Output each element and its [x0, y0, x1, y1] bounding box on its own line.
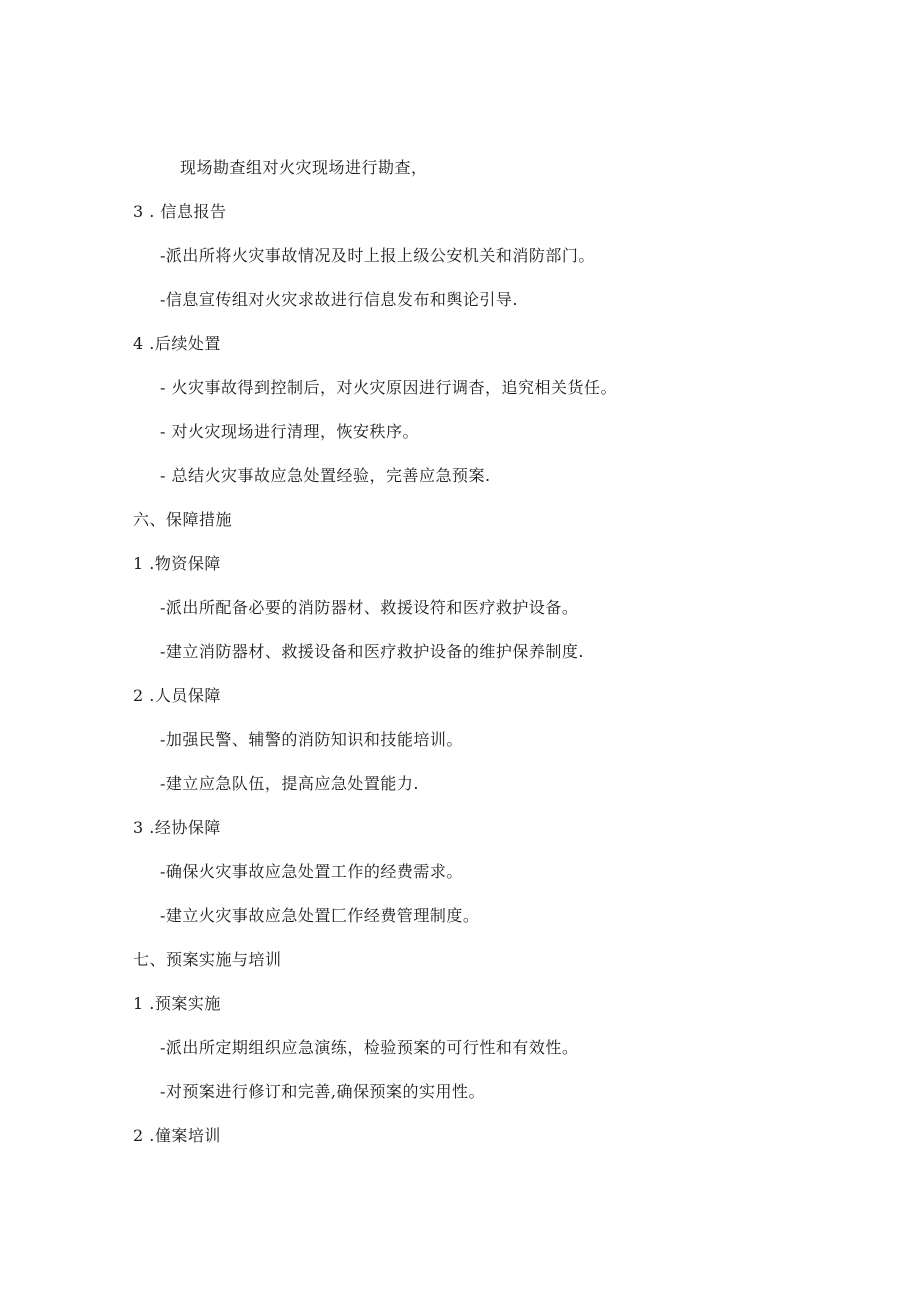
list-item: -派出所将火灾事故情况及时上报上级公安机关和消防部门。	[160, 246, 595, 265]
list-item: - 总结火灾事故应急处置经验，完善应急预案.	[160, 466, 491, 485]
subsection-heading-materials: 1 .物资保障	[133, 554, 221, 573]
list-item: - 对火灾现场进行清理，恢安秩序。	[160, 422, 419, 441]
list-item: -确保火灾事故应急处置工作的经费需求。	[160, 862, 463, 881]
list-item: - 火灾事故得到控制后，对火灾原因进行调杳，追究相关货任。	[160, 378, 617, 397]
list-item: -建立火灾事故应急处置匚作经费管理制度。	[160, 906, 480, 925]
subsection-heading-funding: 3 .经协保障	[133, 818, 221, 837]
list-item: -派出所配备必要的消防器材、救援设符和医疗救护设备。	[160, 598, 579, 617]
subsection-heading-followup: 4 .后续处置	[133, 334, 221, 353]
section-heading-implementation: 七、预案实施与培训	[133, 950, 282, 969]
paragraph-continuation: 现场勘查组对火灾现场进行勘查，	[180, 158, 428, 177]
list-item: -信息宣传组对火灾求故进行信息发布和舆论引导.	[160, 290, 518, 309]
list-item: -派出所定期组织应急演练，检验预案的可行性和有效性。	[160, 1038, 579, 1057]
subsection-heading-training: 2 .僮案培训	[133, 1126, 221, 1145]
subsection-heading-personnel: 2 .人员保障	[133, 686, 221, 705]
list-item: -加强民警、辅警的消防知识和技能培训。	[160, 730, 463, 749]
list-item: -建立消防器材、救援设备和医疗救护设备的维护保养制度.	[160, 642, 584, 661]
subsection-heading-plan-implementation: 1 .预案实施	[133, 994, 221, 1013]
subsection-heading-info-report: 3 . 信息报告	[133, 202, 227, 221]
list-item: -对预案进行修订和完善,确保预案的实用性。	[160, 1082, 485, 1101]
list-item: -建立应急队伍，提高应急处置能力.	[160, 774, 419, 793]
section-heading-safeguards: 六、保障措施	[133, 510, 233, 529]
